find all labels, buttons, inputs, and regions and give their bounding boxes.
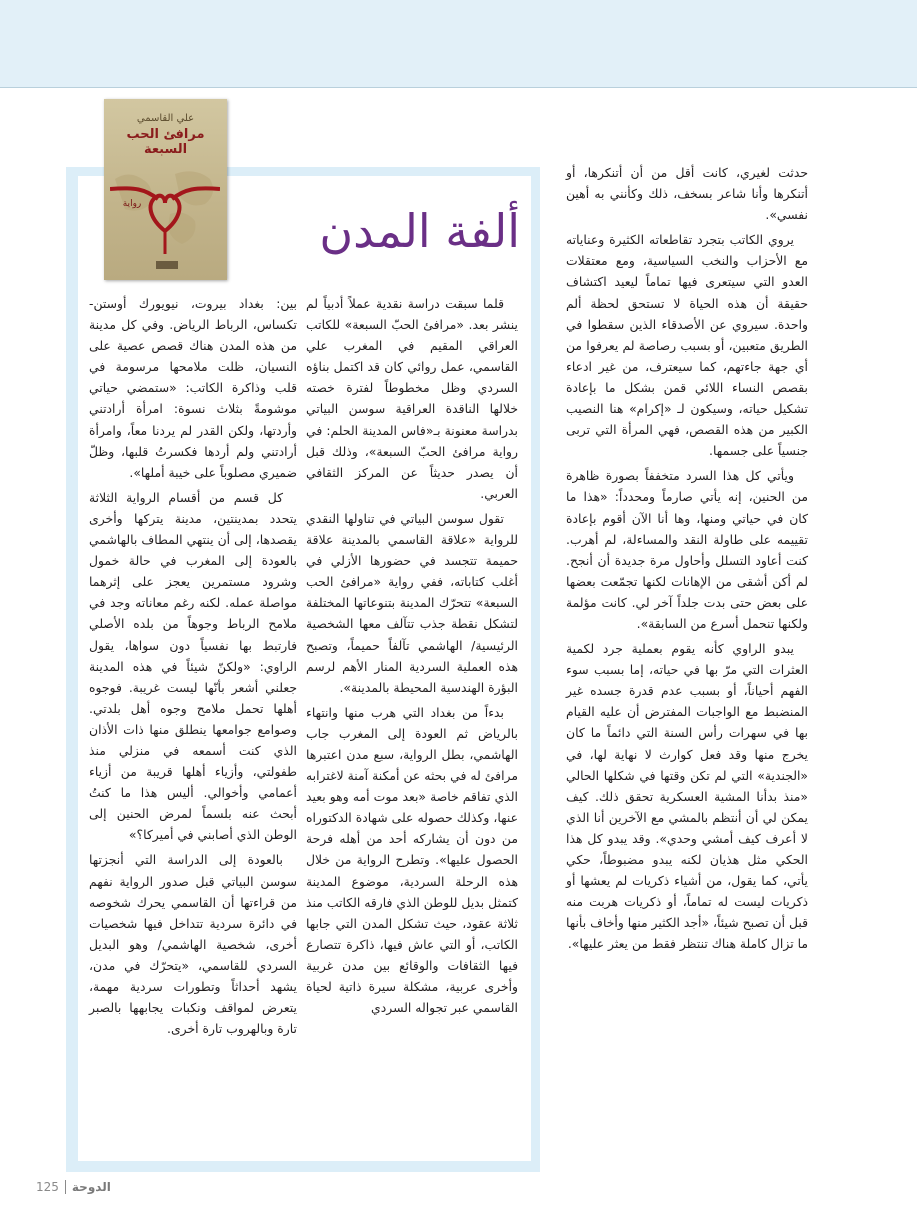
paragraph: بدءاً من بغداد التي هرب منها وانتهاء بالرياض ثم العودة إلى المغرب جاب الهاشمي، بطل الرواية، سبع مدن اعتبرها مرافئ له في بحثه عن أمكنة آمنة لاغترابه الذي تفاقم خاصة «بعد موت أمه وهو بعيد عنها، وكذلك حصوله على شهادة الدكتوراه من دون أن يشاركه أحد من أهله فرحة الحصول عليها». وتطرح الرواية من خلال هذه الرحلة السردية، موضوع المدينة كتمثل بديل للوطن الذي فارقه الكاتب منذ ثلاثة عقود، حيث تشكل المدن التي جابها الكاتب، أو التي عاش فيها، ذاكرة تتصارع فيها الثقافات والوقائع بين مدن غربية وأخرى عربية، مشكلة سيرة ذاتية لحياة القاسمي عبر تجواله السردي [306, 704, 518, 1016]
book-cover-title: مرافئ الحب السبعة [126, 127, 205, 157]
paragraph: حدثت لغيري، كانت أقل من أن أتنكرها، أو أتنكرها وأنا شاعر بسخف، ذلك وكأنني به أهين نفسي». [566, 165, 808, 223]
paragraph: بين: بغداد بيروت، نيويورك أوستن- تكساس، الرباط الرياض. وفي كل مدينة من هذه المدن هناك قصص عصية على النسيان، ظلت ملامحها مرسومة في قلب وذاكرة الكاتب: «ستمضي حياتي موشومةً بثلاث نسوة: امرأة أرادتني وأردتها، ولكن القدر لم يردنا معاً، وامرأة أرادتني ولم أردها فكسرتُ قلبها، وظلّ ضميري مصلوباً على خيبة أملها». [89, 296, 297, 480]
article-title: ألفة المدن [319, 204, 520, 258]
paragraph: بالعودة إلى الدراسة التي أنجزتها سوسن البياتي قبل صدور الرواية نفهم من قراءتها أن القاسمي يحرك شخوصه في دائرة سردية تتداخل فيها شخصيات أخرى، شخصية الهاشمي/ وهو البديل السردي للقاسمي، «يتحرّك في مدن، يشهد أحداثاً وتطورات سردية مهمة، يتعرض لمواقف ونكبات يجابهها بالصبر تارة وبالهروب تارة أخرى. [89, 852, 297, 1037]
paragraph: تقول سوسن البياتي في تناولها النقدي للرواية «علاقة القاسمي بالمدينة علاقة حميمة تتجسد في حضورها الأزلي في أغلب كتاباته، ففي رواية «مرافئ الحب السبعة» تتحرّك المدينة بتنوعاتها المختلفة لتشكل نقطة جذب تتآلف معها الشخصية الرئيسية/ الهاشمي تآلفاً حميماً، وتصبح هذه العملية السردية المنار الأهم لرسم البؤرة الهندسية المحيطة بالمدينة». [306, 510, 518, 695]
paragraph: ويأتي كل هذا السرد متخففاً بصورة ظاهرة من الحنين، إنه يأتي صارماً ومحدداً: «هذا ما كان في حياتي ومنها، وها أنا الآن أقوم بإعادة تقييمه على طاولة النقد والمساءلة، لم أهرب. كنت أعاود التسلل وأحاول مرة جديدة أن أنجح. لم أكن أشقى من الإهانات لكنها تجمّعت بعضها على بعض حتى بدت جلداً آخر لي. كانت مؤلمة ولكنها تنحمل أسرع من السابقة». [566, 468, 808, 631]
book-cover-genre: رواية [122, 199, 142, 209]
page-number: 125 [36, 1180, 59, 1194]
article-column-left [89, 293, 297, 1158]
paragraph: يبدو الراوي كأنه يقوم بعملية جرد لكمية العثرات التي مرّ بها في حياته، إما بسبب سوء الفهم أحياناً، أو بسبب عدم قدرة جسده غير المنضبط مع الواجبات المفترض أن عليه القيام بها في سهرات رأس السنة التي دائماً ما كان يخرج منها وقد فعل كوارث لا نهاية لها، في «الجندية» التي لم تكن وقتها في شكلها الحالي «منذ بدأنا المشية العسكرية تحقق ذلك. كيف يمكن لي أن أنتظم بالمشي مع الآخرين أنا الذي لا أعرف كيف أمشي وحدي». وقد يبدو كل هذا الحكي مثل هذيان لكنه يبدو مضبوطاً، حكي يأتي، كما يقول، من أشياء ذكريات لم يعشها أو ذكريات ليست له تماماً، أو ذكريات هربت منه قبل أن تصبح شيئاً، «أجد الكثير منها وأخاف بأنها ما تزال كاملة هناك تنتظر فقط من يعثر عليها». [566, 641, 808, 952]
publisher-logo-icon [156, 261, 178, 269]
article-column-middle [306, 293, 518, 1158]
paragraph: قلما سبقت دراسة نقدية عملاً أدبياً لم ينشر بعد. «مرافئ الحبّ السبعة» للكاتب العراقي المقيم في المغرب علي القاسمي، عمل روائي كان قد اكتمل بناؤه السردي وظل مخطوطاً لفترة خصته خلالها الناقدة العراقية سوسن البياتي بدراسة معنونة بـ«فاس المدينة الحلم: في رواية مرافئ الحبّ السبعة»، وذلك قبل أن يصدر حديثاً عن المركز الثقافي العربي. [306, 296, 518, 501]
paragraph: يروي الكاتب بتجرد تقاطعاته الكثيرة وعناياته مع الأحزاب والنخب السياسية، ومع معتقلات العدو التي سيتعرى فيها تماماً ليعيد اكتشاف حقيقة أن هذه الحياة لا تستحق لحظة ألم واحدة. سيروي عن الأصدقاء الذين سقطوا في الطريق متعبين، أو بسبب رصاصة لم يعرفوا من أي جهة جاءتهم، كما سيعترف، من غير ادعاء بقصص النساء اللائي قمن بشكل ما بإعادة تشكيل حياته، وسيكون لـ «إكرام» هنا النصيب الكبير من هذه القصص، فهي المرأة التي تربى جنسياً على جسمها. [566, 232, 808, 459]
page-footer [36, 1176, 111, 1198]
book-cover-image [104, 99, 227, 280]
header-band [0, 0, 917, 88]
footer-divider [65, 1180, 66, 1194]
magazine-name: الدوحة [71, 1180, 111, 1194]
book-cover-author: علي القاسمي [136, 113, 195, 124]
article-column-right [566, 162, 808, 1162]
paragraph: كل قسم من أقسام الرواية الثلاثة يتحدد بمدينتين، مدينة يتركها وأخرى يقصدها، إلى أن ينتهي المطاف بالهاشمي بالعودة إلى المغرب في حالة خمول وشرود مستمرين يعجز على إثرهما مواصلة عمله. لكنه رغم معاناته وجد في ملامح الرباط وجوهاً من بلده الأصلي فارتبط بها نفسياً دون سواها، يقول الراوي: «ولكنّ شيئاً في هذه المدينة جعلني أشعر بأنّها ليست غريبة. فوجوه أهلها تحمل ملامح وجوه أهل بلدتي. وصوامع جوامعها ينطلق منها ذات الأذان الذي كنت أسمعه في منزلي منذ طفولتي، وأزياء أهلها قريبة من أزياء أعمامي وأخوالي. أليس هذا ما كنتُ أبحث عنه بلسماً لمرض الحنين إلى الوطن الذي أصابني في أميركا؟» [89, 489, 297, 843]
